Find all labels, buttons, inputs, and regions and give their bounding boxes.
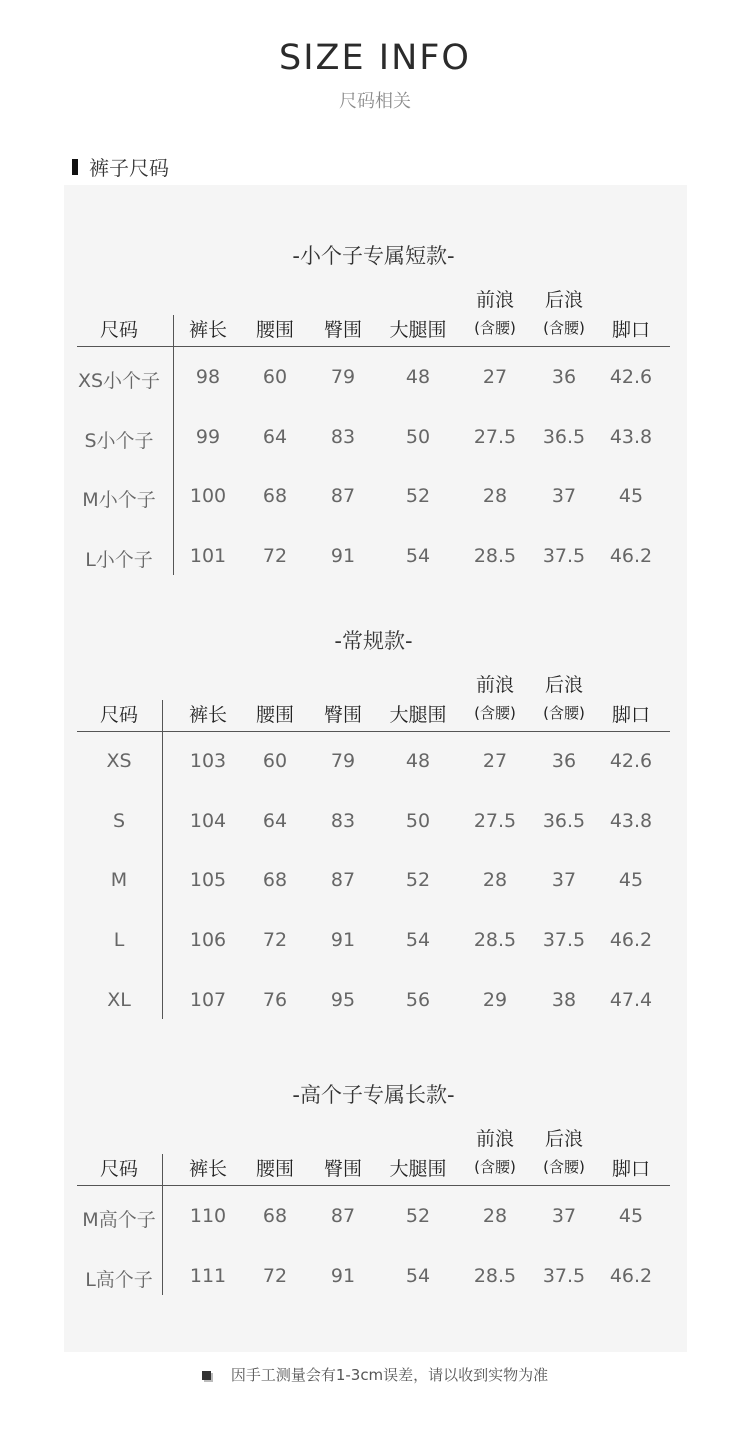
cell-thigh: 50 (405, 809, 431, 832)
cell-waist: 64 (262, 809, 288, 832)
cell-thigh: 52 (405, 869, 431, 892)
cell-size: L小个子 (85, 549, 153, 572)
column-header-size: 尺码 (99, 1158, 138, 1180)
column-header-front-rise: 前浪 (475, 289, 514, 311)
cell-back-rise: 37.5 (542, 545, 586, 568)
section-heading (72, 152, 169, 181)
cell-length: 100 (189, 485, 227, 508)
cell-hip: 87 (330, 485, 356, 508)
column-header-length: 裤长 (188, 319, 227, 341)
cell-waist: 64 (262, 425, 288, 448)
column-header-front-rise-note: (含腰) (474, 319, 516, 337)
cell-thigh: 54 (405, 1264, 431, 1287)
cell-size: L高个子 (85, 1268, 153, 1291)
cell-hip: 91 (330, 1264, 356, 1287)
table-row (77, 1265, 670, 1295)
table-header (77, 1124, 670, 1184)
column-header-thigh: 大腿围 (389, 1158, 447, 1180)
cell-waist: 68 (262, 485, 288, 508)
cell-size: XS小个子 (77, 370, 161, 392)
section-label: 裤子尺码 (89, 156, 169, 180)
table-row (77, 869, 670, 899)
table-title: -小个子专属短款- (292, 244, 455, 268)
cell-hem: 46.2 (609, 545, 653, 568)
header-rule (77, 1185, 670, 1186)
measurement-note (0, 1364, 750, 1385)
cell-back-rise: 37 (551, 485, 577, 508)
table-row (77, 366, 670, 396)
cell-waist: 76 (262, 988, 288, 1011)
cell-front-rise: 28 (482, 1205, 508, 1227)
column-header-back-rise-note: (含腰) (543, 319, 585, 337)
column-header-size: 尺码 (99, 704, 138, 726)
cell-length: 103 (189, 750, 227, 772)
cell-size: S (112, 809, 126, 832)
cell-hip: 79 (330, 366, 356, 388)
cell-hem: 46.2 (609, 929, 653, 952)
cell-front-rise: 27 (482, 366, 508, 388)
section-marker (72, 159, 78, 175)
cell-waist: 72 (262, 929, 288, 952)
column-header-front-rise-note: (含腰) (474, 704, 516, 722)
table-header (77, 285, 670, 345)
column-header-back-rise: 后浪 (544, 674, 583, 696)
cell-size: M高个子 (82, 1209, 156, 1231)
table-row (77, 545, 670, 575)
column-header-length: 裤长 (188, 704, 227, 726)
column-header-back-rise: 后浪 (544, 289, 583, 311)
column-header-waist: 腰围 (255, 704, 294, 726)
cell-front-rise: 28.5 (473, 545, 517, 568)
cell-size: M小个子 (82, 489, 156, 512)
cell-hem: 42.6 (609, 366, 653, 388)
column-divider (162, 700, 163, 1019)
cell-front-rise: 29 (482, 988, 508, 1011)
cell-waist: 68 (262, 1205, 288, 1227)
cell-back-rise: 36 (551, 366, 577, 388)
cell-hip: 87 (330, 869, 356, 892)
cell-length: 111 (189, 1264, 227, 1287)
column-header-hip: 臀围 (323, 1158, 362, 1180)
cell-waist: 72 (262, 545, 288, 568)
cell-size: XS (106, 750, 132, 772)
cell-hem: 47.4 (609, 988, 653, 1011)
column-header-waist: 腰围 (255, 1158, 294, 1180)
column-header-thigh: 大腿围 (389, 704, 447, 726)
cell-waist: 60 (262, 366, 288, 388)
table-row (77, 810, 670, 840)
column-header-hem: 脚口 (611, 319, 650, 341)
header-rule (77, 731, 670, 732)
cell-front-rise: 28.5 (473, 1264, 517, 1287)
column-header-front-rise: 前浪 (475, 1128, 514, 1150)
table-title: -高个子专属长款- (292, 1083, 455, 1107)
cell-length: 101 (189, 545, 227, 568)
cell-thigh: 56 (405, 988, 431, 1011)
cell-hem: 42.6 (609, 750, 653, 772)
column-header-size: 尺码 (99, 319, 138, 341)
cell-size: S小个子 (84, 429, 154, 452)
cell-back-rise: 36 (551, 750, 577, 772)
cell-size: XL (107, 988, 131, 1011)
cell-length: 98 (195, 366, 221, 388)
column-header-back-rise: 后浪 (544, 1128, 583, 1150)
cell-back-rise: 36.5 (542, 425, 586, 448)
table-row (77, 989, 670, 1019)
cell-thigh: 54 (405, 545, 431, 568)
cell-hip: 83 (330, 425, 356, 448)
cell-length: 106 (189, 929, 227, 952)
cell-thigh: 52 (405, 485, 431, 508)
column-header-thigh: 大腿围 (389, 319, 447, 341)
page-subtitle: 尺码相关 (339, 91, 411, 112)
cell-thigh: 48 (405, 366, 431, 388)
cell-front-rise: 28.5 (473, 929, 517, 952)
cell-hip: 95 (330, 988, 356, 1011)
cell-length: 99 (195, 425, 221, 448)
cell-hem: 43.8 (609, 425, 653, 448)
cell-size: L (113, 929, 125, 952)
cell-thigh: 52 (405, 1205, 431, 1227)
cell-hip: 83 (330, 809, 356, 832)
cell-thigh: 48 (405, 750, 431, 772)
cell-length: 107 (189, 988, 227, 1011)
column-header-hip: 臀围 (323, 704, 362, 726)
table-row (77, 426, 670, 456)
cell-back-rise: 37 (551, 1205, 577, 1227)
column-header-back-rise-note: (含腰) (543, 704, 585, 722)
table-row (77, 929, 670, 959)
cell-front-rise: 27.5 (473, 809, 517, 832)
cell-hip: 91 (330, 929, 356, 952)
cell-hem: 46.2 (609, 1264, 653, 1287)
table-row (77, 750, 670, 780)
column-header-length: 裤长 (188, 1158, 227, 1180)
cell-size: M (110, 869, 128, 892)
cell-front-rise: 28 (482, 869, 508, 892)
column-header-waist: 腰围 (255, 319, 294, 341)
cell-length: 104 (189, 809, 227, 832)
table-header (77, 670, 670, 730)
column-header-hip: 臀围 (323, 319, 362, 341)
cell-back-rise: 37.5 (542, 1264, 586, 1287)
cell-front-rise: 28 (482, 485, 508, 508)
table-row (77, 485, 670, 515)
cell-back-rise: 36.5 (542, 809, 586, 832)
cell-hip: 87 (330, 1205, 356, 1227)
cell-hem: 43.8 (609, 809, 653, 832)
cell-waist: 68 (262, 869, 288, 892)
cell-back-rise: 37.5 (542, 929, 586, 952)
cell-back-rise: 38 (551, 988, 577, 1011)
cell-thigh: 54 (405, 929, 431, 952)
column-header-hem: 脚口 (611, 704, 650, 726)
cell-hem: 45 (618, 485, 644, 508)
column-header-back-rise-note: (含腰) (543, 1158, 585, 1176)
cell-hip: 79 (330, 750, 356, 772)
note-text: 因手工测量会有1-3cm误差，请以收到实物为准 (230, 1366, 549, 1384)
note-bullet (202, 1371, 211, 1380)
column-header-hem: 脚口 (611, 1158, 650, 1180)
column-header-front-rise-note: (含腰) (474, 1158, 516, 1176)
page-title: SIZE INFO (279, 38, 471, 78)
cell-back-rise: 37 (551, 869, 577, 892)
cell-hem: 45 (618, 869, 644, 892)
cell-hip: 91 (330, 545, 356, 568)
cell-front-rise: 27 (482, 750, 508, 772)
table-row (77, 1205, 670, 1235)
cell-waist: 72 (262, 1264, 288, 1287)
column-header-front-rise: 前浪 (475, 674, 514, 696)
cell-waist: 60 (262, 750, 288, 772)
cell-hem: 45 (618, 1205, 644, 1227)
header-rule (77, 346, 670, 347)
table-title: -常规款- (334, 629, 413, 653)
cell-front-rise: 27.5 (473, 425, 517, 448)
cell-length: 110 (189, 1205, 227, 1227)
cell-thigh: 50 (405, 425, 431, 448)
cell-length: 105 (189, 869, 227, 892)
